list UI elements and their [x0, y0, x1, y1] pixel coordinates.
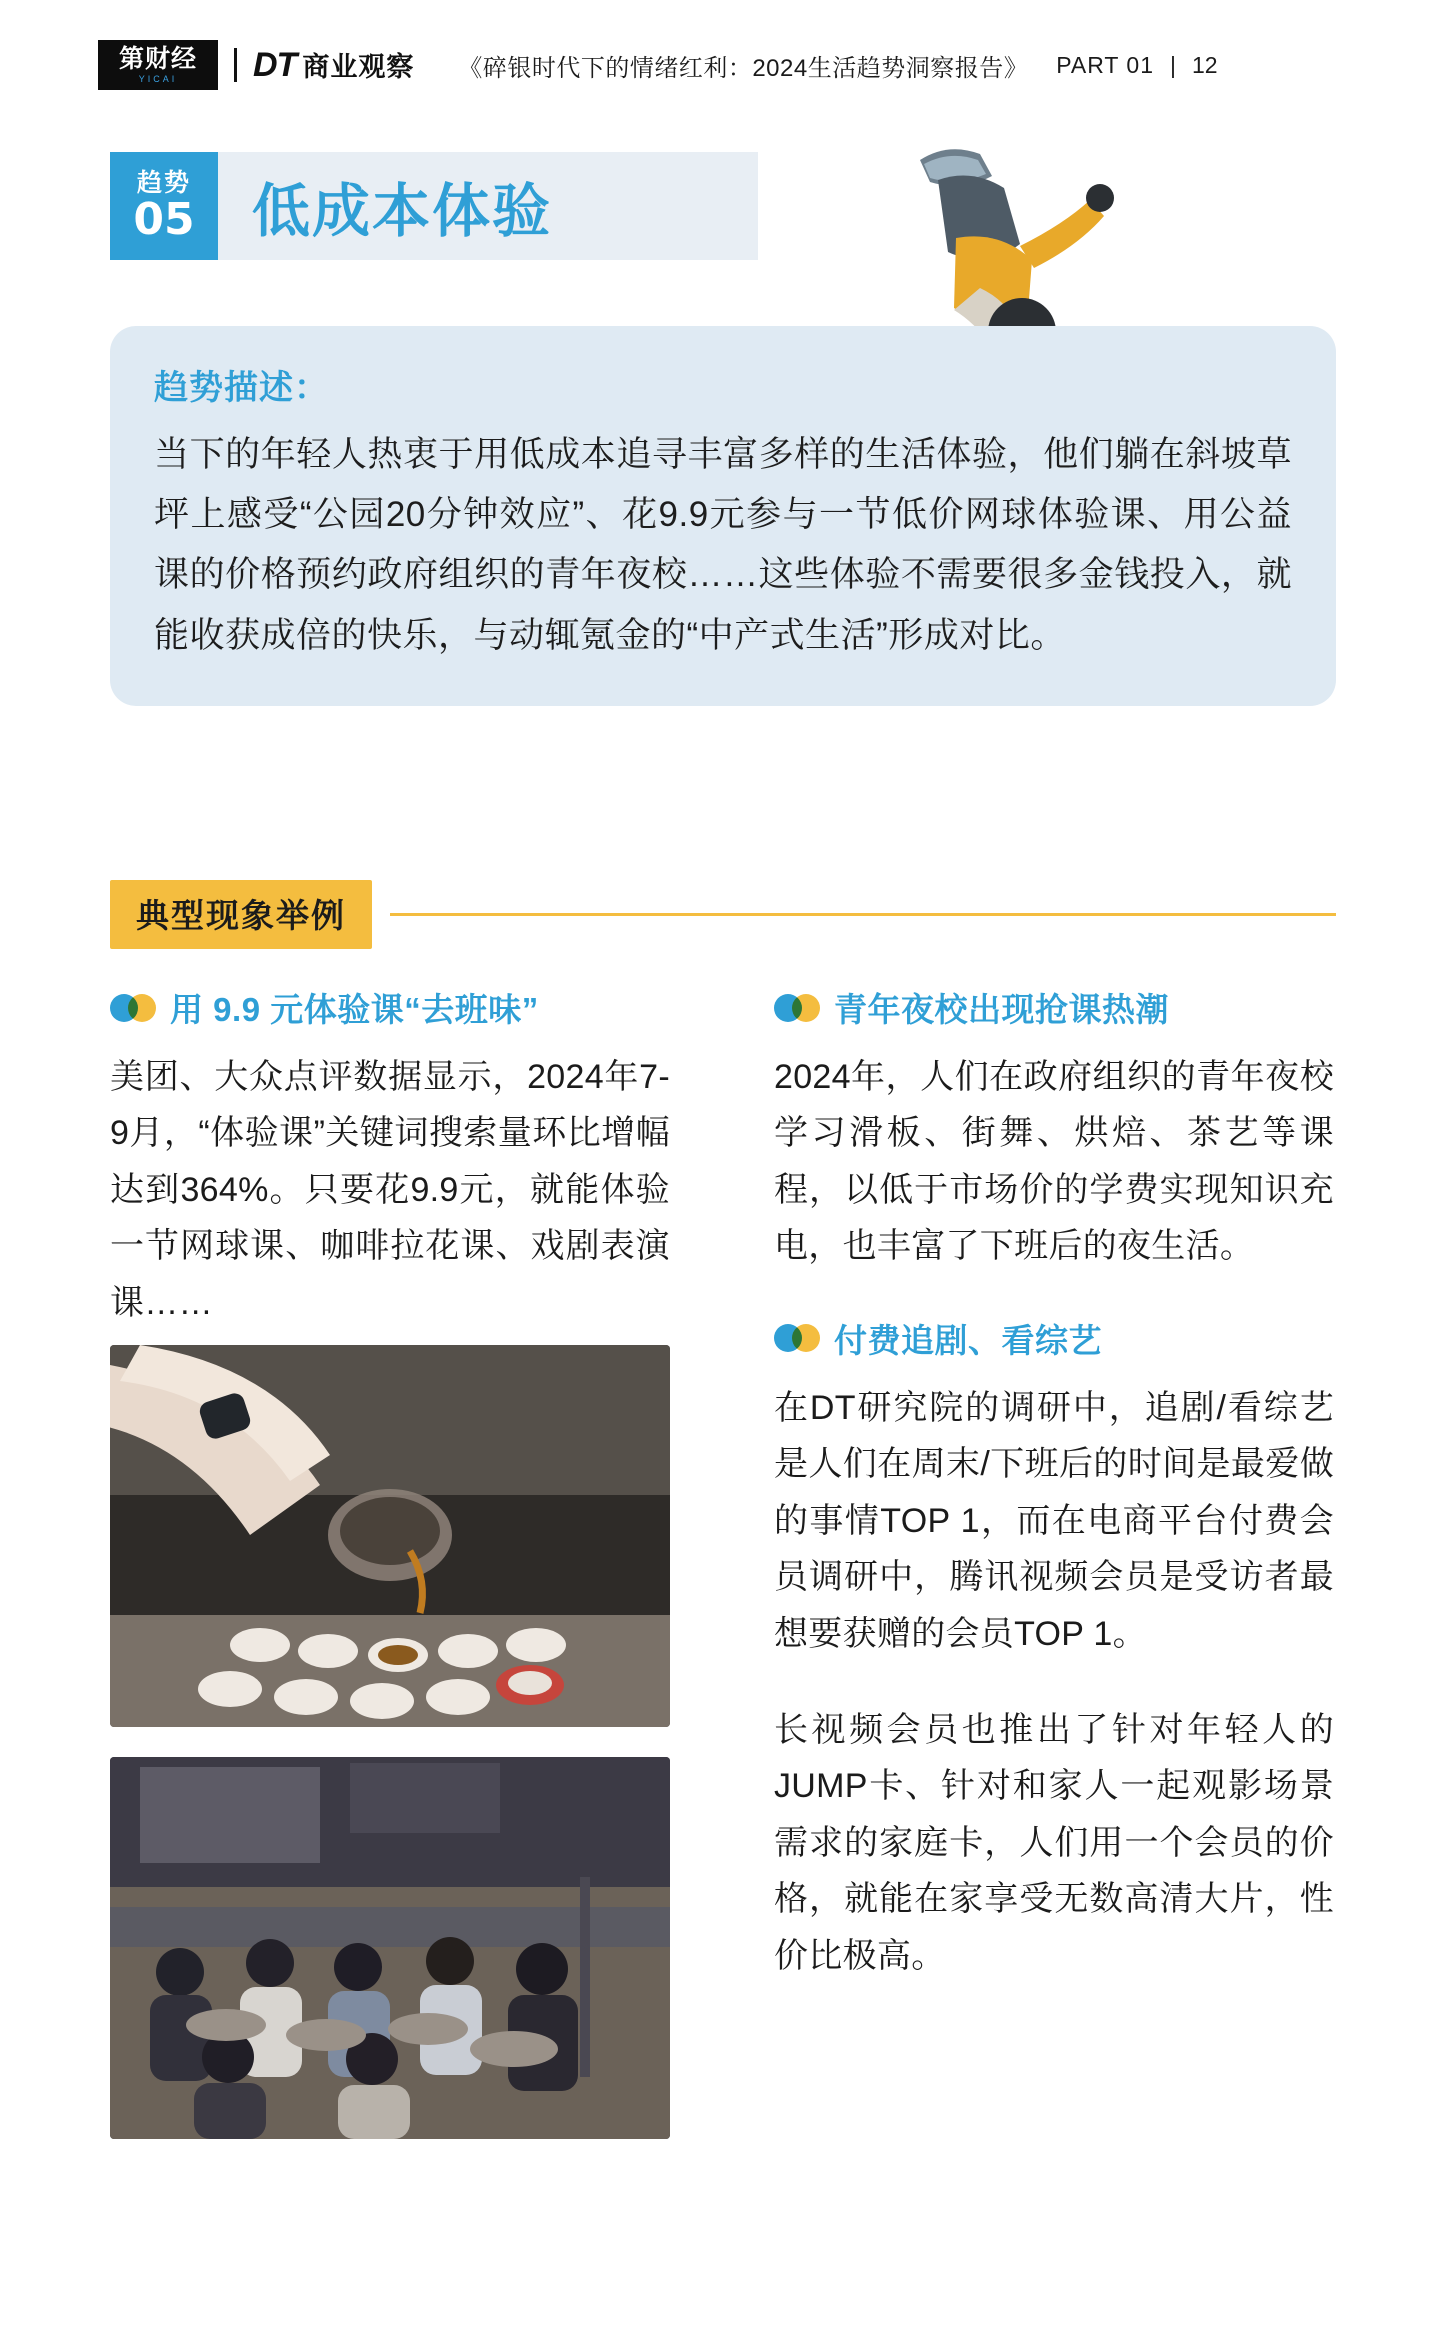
left-item-title: 用 9.9 元体验课“去班味”	[170, 991, 539, 1028]
yicai-logo	[98, 40, 218, 90]
right-item-2-body-2: 长视频会员也推出了针对年轻人的JUMP卡、针对和家人一起观影场景需求的家庭卡，人们用一个会员的价格，就能在家享受无数高清大片，性价比极高。	[774, 1710, 1334, 1975]
right-item-2	[774, 1315, 1334, 1984]
night-school-classroom-photo	[110, 1757, 670, 2139]
two-dots-icon	[774, 994, 820, 1022]
description-title: 趋势描述：	[154, 369, 329, 407]
trend-badge-label: 趋势	[136, 168, 191, 197]
page-header	[98, 38, 1350, 92]
trend-banner	[110, 152, 758, 260]
yicai-logo-cn: 第财经	[118, 44, 197, 73]
trend-badge	[110, 152, 218, 260]
dt-logo	[253, 45, 414, 85]
tea-pouring-photo	[110, 1345, 670, 1727]
right-item-1-title: 青年夜校出现抢课热潮	[834, 991, 1169, 1028]
left-column	[110, 984, 670, 2139]
right-column	[774, 984, 1334, 2024]
right-item-2-title: 付费追剧、看综艺	[834, 1321, 1102, 1359]
yicai-logo-en: YICAI	[138, 73, 178, 84]
logo-divider	[234, 48, 237, 82]
description-body: 当下的年轻人热衷于用低成本追寻丰富多样的生活体验，他们躺在斜坡草坪上感受“公园20分钟效应”、花9.9元参与一节低价网球体验课、用公益课的价格预约政府组织的青年夜校……这些体验不需要很多金钱投入，就能收获成倍的快乐，与动辄氪金的“中产式生活”形成对比。	[154, 435, 1292, 655]
two-dots-icon	[110, 994, 156, 1022]
section-chip-label: 典型现象举例	[110, 880, 372, 949]
right-item-2-body: 在DT研究院的调研中，追剧/看综艺是人们在周末/下班后的时间是最爱做的事情TOP 1，而在电商平台付费会员调研中，腾讯视频会员是受访者最想要获赠的会员TOP 1。	[774, 1388, 1334, 1653]
report-title: 《碎银时代下的情绪红利：2024生活趋势洞察报告》	[458, 54, 1029, 82]
left-item-body: 美团、大众点评数据显示，2024年7-9月，“体验课”关键词搜索量环比增幅达到364%。只要花9.9元，就能体验一节网球课、咖啡拉花课、戏剧表演课……	[110, 1058, 670, 1322]
two-dots-icon	[774, 1324, 820, 1352]
header-separator: |	[1170, 51, 1176, 78]
page-number: 12	[1191, 51, 1218, 78]
right-item-1-body: 2024年，人们在政府组织的青年夜校学习滑板、街舞、烘焙、茶艺等课程，以低于市场价的学费实现知识充电，也丰富了下班后的夜生活。	[774, 1058, 1334, 1266]
right-item-1	[774, 984, 1334, 1275]
trend-title: 低成本体验	[252, 179, 553, 244]
examples-section-heading	[110, 880, 1336, 949]
dt-logo-mark: DT	[253, 46, 297, 84]
dt-logo-label: 商业观察	[302, 52, 415, 82]
trend-description-card	[110, 326, 1336, 706]
left-item-heading	[110, 984, 670, 1031]
part-label: PART 01	[1056, 51, 1154, 78]
right-item-2-heading	[774, 1315, 1334, 1362]
right-item-1-heading	[774, 984, 1334, 1031]
trend-badge-number: 05	[133, 193, 195, 245]
section-rule	[390, 913, 1336, 916]
